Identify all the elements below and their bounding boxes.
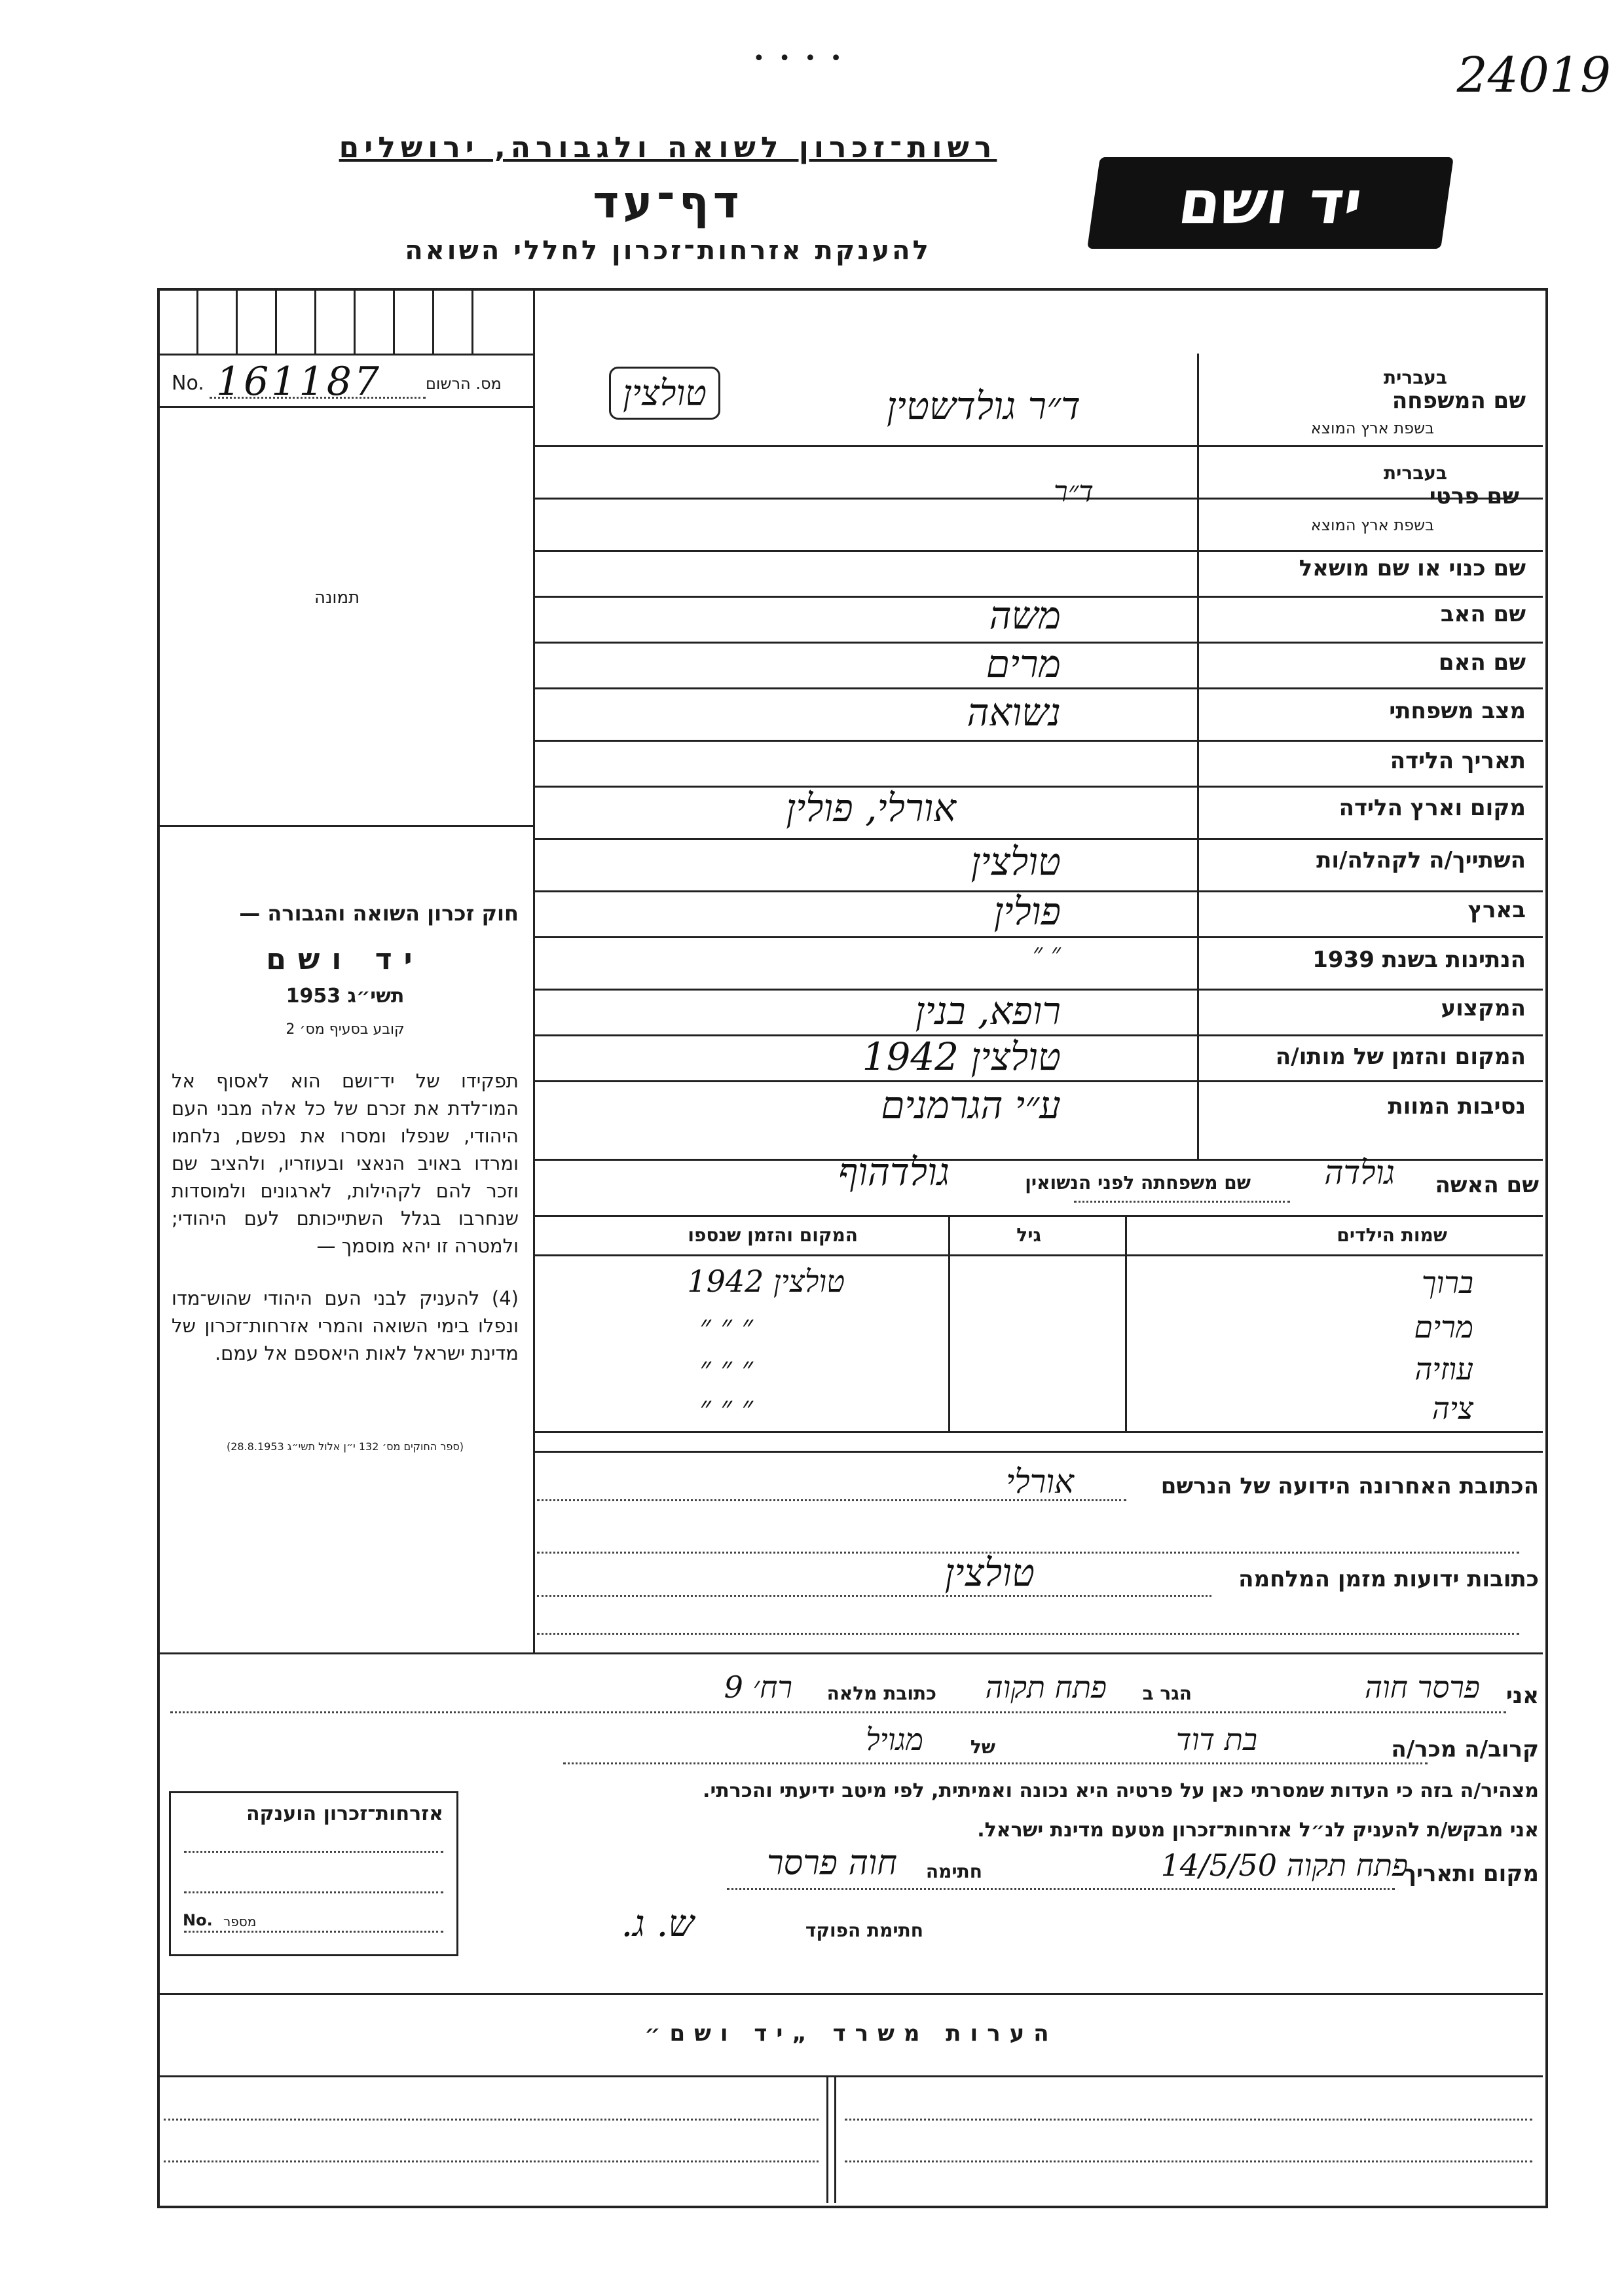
top-marks: • • • • [753,47,846,70]
officer-signature-label: חתימת הפוקד [805,1920,923,1941]
place-date-value: פתח תקוה 14/5/50 [1160,1848,1408,1883]
death-place-time-label: המקום והזמן של מותו/ה [1275,1044,1526,1070]
first-name-hebrew-sublabel: בעברית [1383,462,1447,484]
surname-label: שם המשפחה [1392,388,1526,414]
form-title: דף־עד [593,177,743,228]
law-paragraph-2: (4) להעניק לבני העם היהודי שהוש־מדו ונפלו בימי השואה והמרי אזרחות־זכרון של מדינת ישראל לאות היאספם אל עמם. [172,1287,519,1364]
declarant-city: פתח תקוה [985,1669,1107,1705]
child-2-place: ״ ״ ״ [699,1308,753,1343]
wife-name-label: שם האשה [1435,1172,1539,1198]
citizenship-1939-value: ״ ״ [1032,938,1061,968]
death-circumstances-value: ע״י הגרמנים [881,1083,1061,1127]
last-address-label: הכתובת האחרונה הידועה של הנרשם [1160,1473,1539,1499]
citizenship-he-label: מספר [223,1914,257,1929]
war-addresses-label: כתובות ידועות מזמן המלחמה [1238,1566,1539,1592]
mother-name-label: שם האם [1438,649,1526,676]
child-3-place: ״ ״ ״ [699,1350,753,1385]
declarant-address-label: כתובת מלאה [826,1683,936,1704]
country-value: פולין [993,889,1061,934]
law-name: יד ושם [266,943,424,976]
child-3-name: עוזיה [1414,1351,1473,1387]
registration-he-label: מס. הרשום [426,374,502,393]
children-names-header: שמות הילדים [1337,1224,1447,1246]
archive-number: 24019 [1456,47,1611,103]
first-name-label: שם פרטי [1429,483,1519,509]
place-date-label: מקום ותאריך [1403,1861,1539,1887]
birthplace-label: מקום וארץ הלידה [1338,795,1526,821]
country-label: בארץ [1467,897,1526,923]
father-name-value: משה [989,593,1061,638]
surname-local-sublabel: בשפת ארץ המוצא [1310,419,1434,437]
declarant-relation: בת דוד [1175,1722,1257,1757]
declarant-name: פרסר חוה [1364,1669,1480,1705]
law-paragraph-1: תפקידו של יד־ושם הוא לאסוף אל המו־לדת את זכרם של כל אלה מבני העם היהודי, שנפלו ומסרו את נפשם, נלחמו ומרדו באויב הנאצי ובעוזריו, ולהציב שם וזכר להם לקהילות, לארגונים ולמוסדות שנחרבו בגלל השתייכותם לעם היהודי; ולמטרה זו יהא מוסמך — [172,1070,519,1257]
officer-signature-value: ש. ג. [621,1903,694,1945]
wife-maiden-label: שם משפחתה לפני הנשואין [1025,1172,1251,1194]
war-addresses-value: טולצין [944,1550,1035,1595]
signature-value: חוה פרסר [767,1844,897,1883]
community-label: השתייך/ה לקהלה/ות [1316,847,1526,873]
law-clause: קובע בסעיף מס׳ 2 [286,1021,405,1038]
declarant-of-label: של [970,1736,995,1758]
children-age-header: גיל [1016,1224,1041,1246]
community-value: טולצין [970,839,1061,884]
citizenship-granted-title: אזרחות־זכרון הוענקה [246,1802,443,1825]
birthplace-value: אורלי, פולין [786,786,956,830]
marital-status-label: מצב משפחתי [1389,698,1526,724]
death-circumstances-label: נסיבות המוות [1388,1093,1526,1120]
death-place-time-value: טולצין 1942 [862,1034,1061,1079]
child-4-name: ציה [1431,1391,1473,1426]
declarant-relative-label: קרוב/ה מכר/ה [1391,1736,1539,1762]
profession-value: רופא, בנין [915,989,1061,1033]
label-column-border [1197,354,1199,1159]
surname-hebrew-sublabel: בעברית [1383,367,1447,388]
citizenship-no-label: No. [183,1911,213,1929]
citizenship-1939-label: הנתינות בשנת 1939 [1312,947,1526,973]
left-column-border [533,291,535,1652]
wife-name-value: גולדה [1324,1154,1395,1192]
declarant-street: רח׳ 9 [724,1669,792,1705]
first-name-value: ד״ר [1053,475,1094,509]
declarant-ani-label: אני [1505,1683,1539,1709]
last-address-value: אורלי [1006,1463,1074,1501]
photo-label: תמונה [314,588,360,608]
child-4-place: ״ ״ ״ [699,1389,753,1425]
child-1-name: ברוך [1421,1265,1473,1300]
declarant-of-name: מגויל [866,1722,923,1757]
registration-no-label: No. [172,372,204,395]
declaration-text: מצהיר/ה בזה כי העדות שמסרתי כאן על פרטיה היא נכונה ואמיתית, לפי מיטב ידיעתי והכרתי. [703,1779,1539,1802]
form-subtitle: להענקת אזרחות־זכרון לחללי השואה [405,236,931,266]
surname-annotation: טולצין [609,367,720,420]
law-title: חוק זכרון השואה והגבורה — [239,901,519,926]
law-year: תשי״ג 1953 [286,985,405,1008]
mother-name-value: מרים [986,642,1061,686]
law-source: (ספר החוקים מס׳ 132 י״ן אלול תשי״ג 28.8.1953) [226,1440,464,1453]
request-text: אני מבקש/ת להעניק לנ״ל אזרחות־זכרון מטעם מדינת ישראל. [977,1819,1539,1842]
signature-label: חתימה [925,1861,982,1882]
office-notes-title: הערות משרד „יד ושם״ [644,2020,1058,2047]
authority-title: רשות־זכרון לשואה ולגבורה, ירושלים [339,131,997,164]
children-place-header: המקום והזמן שנספו [688,1224,858,1246]
child-2-name: מרים [1414,1309,1473,1345]
father-name-label: שם האב [1440,601,1526,627]
child-1-place: טולצין 1942 [687,1264,845,1299]
first-name-local-sublabel: בשפת ארץ המוצא [1310,516,1434,534]
registration-number: 161187 [216,359,382,405]
wife-maiden-value: גולדהוף [838,1150,950,1194]
nickname-label: שם כנוי או שם מושאל [1299,555,1526,581]
declarant-resides-label: הגר ב [1142,1683,1192,1704]
yad-vashem-logo: יד ושם [1087,157,1454,249]
surname-value: ד״ר גולדשטין [886,384,1080,428]
citizenship-granted-box [169,1791,458,1956]
birth-date-label: תאריך הלידה [1390,748,1526,774]
profession-label: המקצוע [1441,995,1526,1021]
marital-status-value: נשואה [967,690,1061,735]
